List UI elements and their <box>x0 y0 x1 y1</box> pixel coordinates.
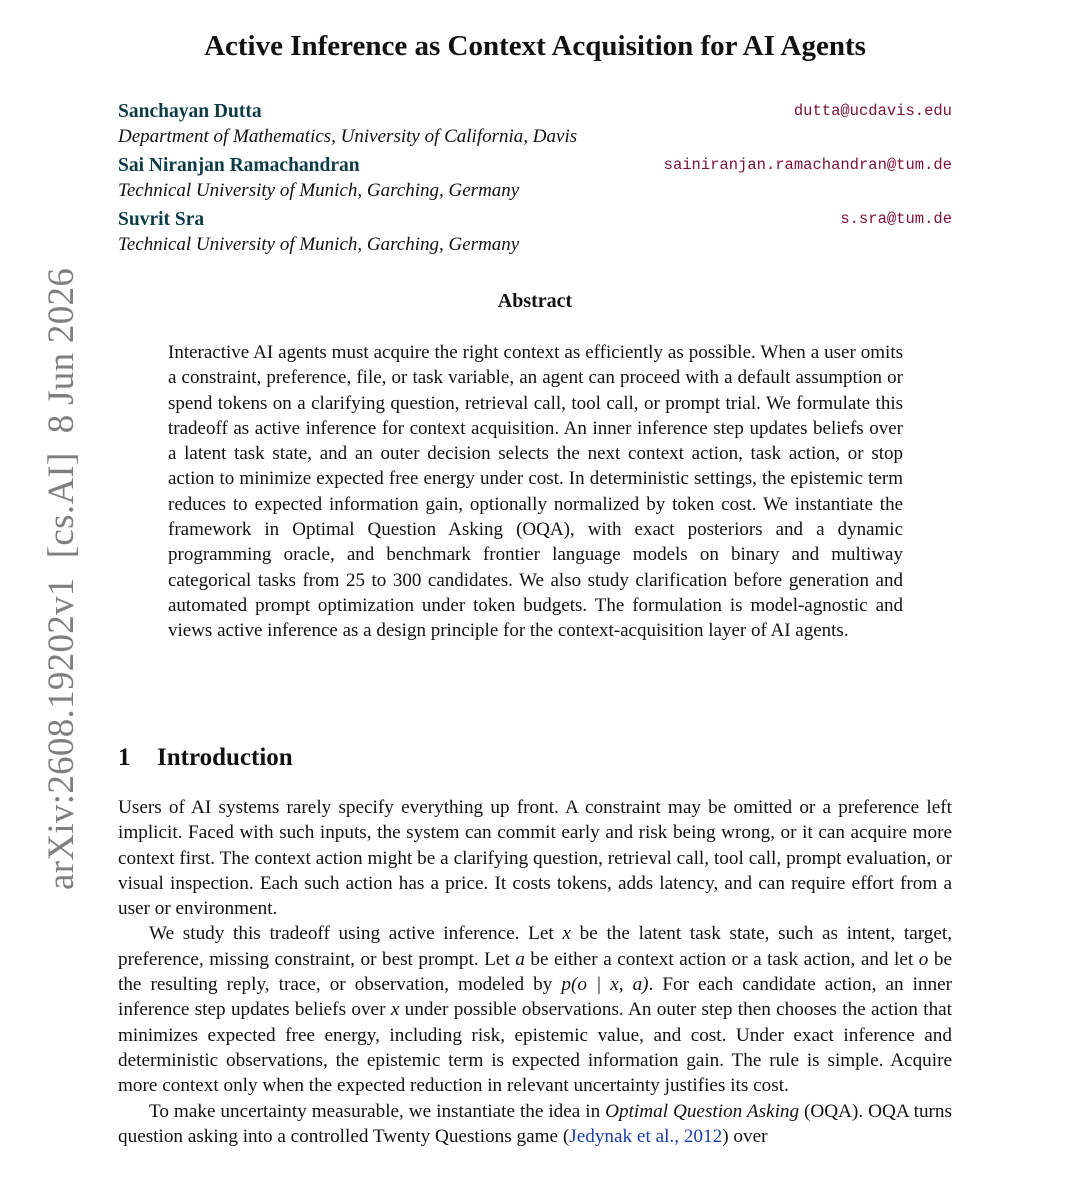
text-run: ) over <box>722 1125 768 1147</box>
author-name: Suvrit Sra <box>118 209 205 230</box>
text-run: (OQA). OQA turns question asking into a controlled Twenty Questions game ( <box>118 1100 952 1147</box>
author-entry <box>118 100 952 154</box>
text-run: be either a context action or a task action, and let <box>524 948 919 970</box>
arxiv-identifier-stamp: arXiv:2608.19202v1 [cs.AI] 8 Jun 2026 <box>41 267 82 890</box>
intro-paragraph-2 <box>118 921 952 1098</box>
citation-link[interactable]: Jedynak et al., 2012 <box>569 1125 723 1147</box>
author-block <box>118 100 952 262</box>
author-email[interactable]: dutta@ucdavis.edu <box>793 102 952 120</box>
section-title: Introduction <box>157 744 293 771</box>
author-entry <box>118 154 952 208</box>
text-run: . For each candidate action, an inner inference step updates beliefs over <box>118 974 952 1021</box>
emphasized-term: Optimal Question Asking <box>605 1100 800 1122</box>
section-heading <box>118 744 293 772</box>
math-expression: p(o | x, a) <box>561 974 649 996</box>
text-run: To make uncertainty measurable, we instantiate the idea in <box>149 1100 606 1122</box>
author-affiliation: Department of Mathematics, University of California, Davis <box>118 126 578 147</box>
section-number: 1 <box>118 744 131 771</box>
text-run: be the resulting reply, trace, or observation, modeled by <box>118 948 952 996</box>
paper-title: Active Inference as Context Acquisition for AI Agents <box>204 30 866 62</box>
abstract-heading: Abstract <box>497 290 573 312</box>
intro-paragraph-1: Users of AI systems rarely specify everything up front. A constraint may be omitted or a preference left implicit. Faced with such inputs, the system can commit early and risk being wrong, or it can acquire more context first. The context action might be a clarifying question, retrieval call, tool call, prompt evaluation, or visual inspection. Each such action has a price. It costs tokens, adds latency, and can require effort from a user or environment. <box>118 797 952 920</box>
author-name: Sanchayan Dutta <box>118 101 262 122</box>
introduction-body <box>118 795 952 1149</box>
author-email[interactable]: s.sra@tum.de <box>840 210 952 228</box>
author-name: Sai Niranjan Ramachandran <box>118 155 360 176</box>
math-symbol: x <box>390 999 400 1021</box>
math-symbol: o <box>918 948 929 970</box>
text-run: under possible observations. An outer step then chooses the action that minimizes expected free energy, including risk, epistemic value, and cost. Under exact inference and deterministic observations, the epistemic term is expected information gain. The rule is simple. Acquire more context only when the expected reduction in relevant uncertainty justifies its cost. <box>118 999 953 1097</box>
author-affiliation: Technical University of Munich, Garching, Germany <box>118 234 520 255</box>
author-entry <box>118 208 952 262</box>
math-symbol: x <box>562 923 571 945</box>
text-run: be the latent task state, such as intent, target, preference, missing constraint, or best prompt. Let <box>118 923 953 970</box>
text-run: We study this tradeoff using active inference. Let <box>149 923 563 945</box>
author-email[interactable]: sainiranjan.ramachandran@tum.de <box>663 156 952 174</box>
intro-paragraph-3 <box>118 1099 952 1150</box>
abstract-text: Interactive AI agents must acquire the right context as efficiently as possible. When a user omits a constraint, preference, file, or task variable, an agent can proceed with a default assumption or spend tokens on a clarifying question, retrieval call, tool call, or prompt trial. We formulate this tradeoff as active inference for context acquisition. An inner inference step updates beliefs over a latent task state, and an outer decision selects the next context action, task action, or stop action to minimize expected free energy under cost. In deterministic settings, the epistemic term reduces to expected information gain, optionally normalized by token cost. We instantiate the framework in Optimal Question Asking (OQA), with exact posteriors and a dynamic programming oracle, and benchmark frontier language models on binary and multiway categorical tasks from 25 to 300 candidates. We also study clarification before generation and automated prompt optimization under token budgets. The formulation is model-agnostic and views active inference as a design principle for the context-acquisition layer of AI agents. <box>168 342 903 642</box>
author-affiliation: Technical University of Munich, Garching, Germany <box>118 180 520 201</box>
math-symbol: a <box>515 948 525 970</box>
